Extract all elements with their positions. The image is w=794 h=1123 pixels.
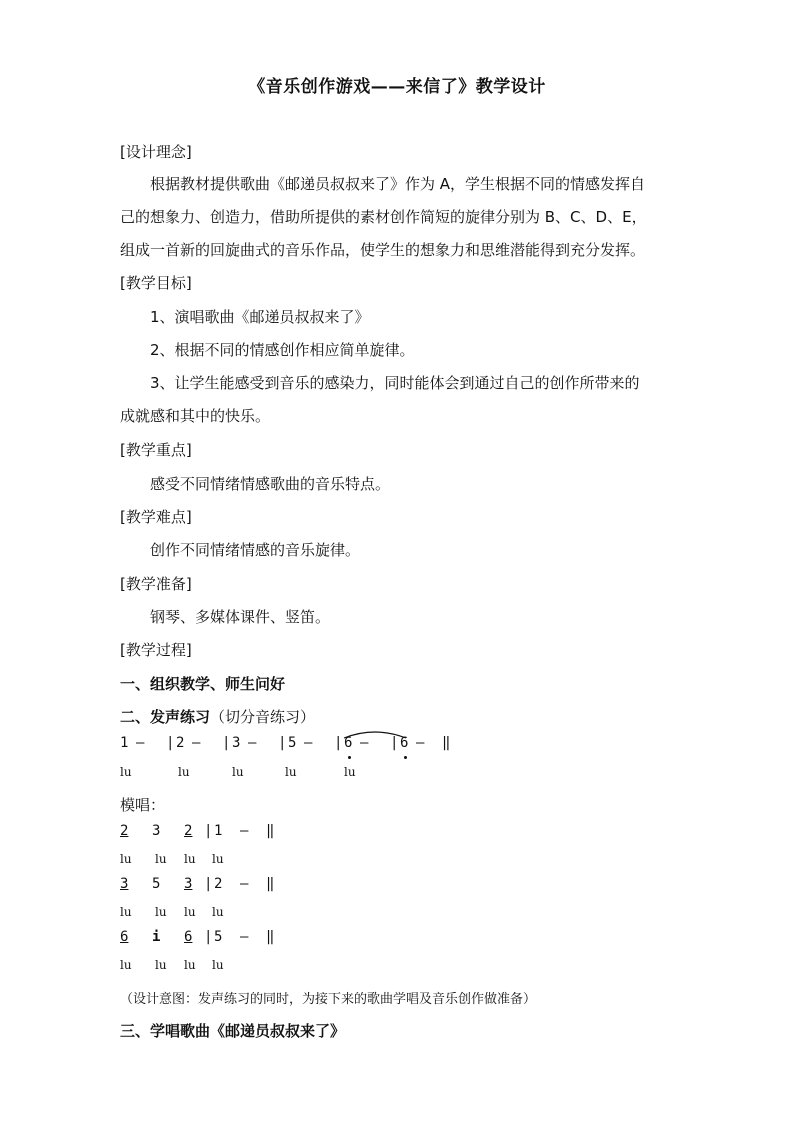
lu-syllable: lu xyxy=(212,905,224,919)
step-1-heading: 一、组织教学、师生问好 xyxy=(120,675,286,693)
exercise-note-2: 2 xyxy=(176,735,185,751)
focus-text: 感受不同情绪情感歌曲的音乐特点。 xyxy=(150,475,391,493)
goal-2: 2、根据不同的情感创作相应简单旋律。 xyxy=(150,341,415,359)
step-2-title: 二、发声练习 xyxy=(120,708,211,726)
imitate-note: 2 xyxy=(214,876,223,892)
lu-syllable: lu xyxy=(120,958,132,972)
lu-syllable: lu xyxy=(155,958,167,972)
focus-heading: [教学重点] xyxy=(120,441,192,459)
end-bar: ‖ xyxy=(266,929,275,945)
exercise-note-3: 3 xyxy=(232,735,241,751)
imitate-note: 1 xyxy=(214,823,223,839)
imitate-note: 2 xyxy=(120,823,129,839)
exercise-dash-4: — xyxy=(304,735,313,751)
lu-syllable: lu xyxy=(178,765,190,779)
imitate-note: 3 xyxy=(184,876,193,892)
exercise-bar-2: | xyxy=(222,735,231,751)
end-bar: ‖ xyxy=(266,823,275,839)
lu-syllable: lu xyxy=(212,958,224,972)
low-octave-dot xyxy=(348,756,351,759)
process-heading: [教学过程] xyxy=(120,641,192,659)
exercise-note-4: 5 xyxy=(288,735,297,751)
concept-line-3: 组成一首新的回旋曲式的音乐作品，使学生的想象力和思维潜能得到充分发挥。 xyxy=(120,241,646,259)
exercise-bar-1: | xyxy=(166,735,175,751)
exercise-dash-6: — xyxy=(416,735,425,751)
imitate-note: 5 xyxy=(214,929,223,945)
exercise-end-bar: ‖ xyxy=(442,735,451,751)
exercise-note-5: 6 xyxy=(344,735,353,751)
lu-syllable: lu xyxy=(120,852,132,866)
lu-syllable: lu xyxy=(212,852,224,866)
lu-syllable: lu xyxy=(344,765,356,779)
concept-heading: [设计理念] xyxy=(120,143,192,161)
lu-syllable: lu xyxy=(155,905,167,919)
imitate-note: 6 xyxy=(120,929,129,945)
lu-syllable: lu xyxy=(184,852,196,866)
prep-text: 钢琴、多媒体课件、竖笛。 xyxy=(150,608,331,626)
step-2-paren: （切分音练习） xyxy=(210,708,316,726)
imitate-note: 6 xyxy=(184,929,193,945)
low-octave-dot xyxy=(404,756,407,759)
lu-syllable: lu xyxy=(120,765,132,779)
imitate-note: 2 xyxy=(184,823,193,839)
step-2-heading xyxy=(120,707,315,727)
goals-heading: [教学目标] xyxy=(120,274,192,292)
concept-line-1: 根据教材提供歌曲《邮递员叔叔来了》作为 A，学生根据不同的情感发挥自 xyxy=(150,175,646,193)
prep-heading: [教学准备] xyxy=(120,575,192,593)
goal-3-line-1: 3、让学生能感受到音乐的感染力，同时能体会到通过自己的创作所带来的 xyxy=(150,374,640,392)
imitate-note: 3 xyxy=(120,876,129,892)
exercise-note-6: 6 xyxy=(400,735,409,751)
imitate-note-high: i xyxy=(152,929,161,945)
step-3-heading: 三、学唱歌曲《邮递员叔叔来了》 xyxy=(120,1022,346,1040)
exercise-bar-3: | xyxy=(278,735,287,751)
goal-3-line-2: 成就感和其中的快乐。 xyxy=(120,407,271,425)
bar-line: | xyxy=(204,823,213,839)
lu-syllable: lu xyxy=(285,765,297,779)
imitate-label: 模唱： xyxy=(120,796,166,814)
bar-line: | xyxy=(204,876,213,892)
design-intent-note: （设计意图：发声练习的同时，为接下来的歌曲学唱及音乐创作做准备） xyxy=(120,992,537,1007)
exercise-dash-5: — xyxy=(360,735,369,751)
document-title: 《音乐创作游戏——来信了》教学设计 xyxy=(248,77,546,97)
dash: — xyxy=(240,876,249,892)
difficulty-text: 创作不同情绪情感的音乐旋律。 xyxy=(150,541,361,559)
difficulty-heading: [教学难点] xyxy=(120,508,192,526)
lu-syllable: lu xyxy=(184,958,196,972)
exercise-dash-1: — xyxy=(136,735,145,751)
imitate-note: 5 xyxy=(152,876,161,892)
exercise-bar-4: | xyxy=(334,735,343,751)
concept-line-2: 己的想象力、创造力，借助所提供的素材创作简短的旋律分别为 B、C、D、E， xyxy=(120,208,647,226)
exercise-dash-3: — xyxy=(248,735,257,751)
exercise-bar-5: | xyxy=(390,735,399,751)
lu-syllable: lu xyxy=(155,852,167,866)
lu-syllable: lu xyxy=(120,905,132,919)
lu-syllable: lu xyxy=(184,905,196,919)
lu-syllable: lu xyxy=(232,765,244,779)
bar-line: | xyxy=(204,929,213,945)
end-bar: ‖ xyxy=(266,876,275,892)
exercise-note-1: 1 xyxy=(120,735,129,751)
dash: — xyxy=(240,823,249,839)
exercise-dash-2: — xyxy=(192,735,201,751)
goal-1: 1、演唱歌曲《邮递员叔叔来了》 xyxy=(150,308,370,326)
imitate-note: 3 xyxy=(152,823,161,839)
dash: — xyxy=(240,929,249,945)
